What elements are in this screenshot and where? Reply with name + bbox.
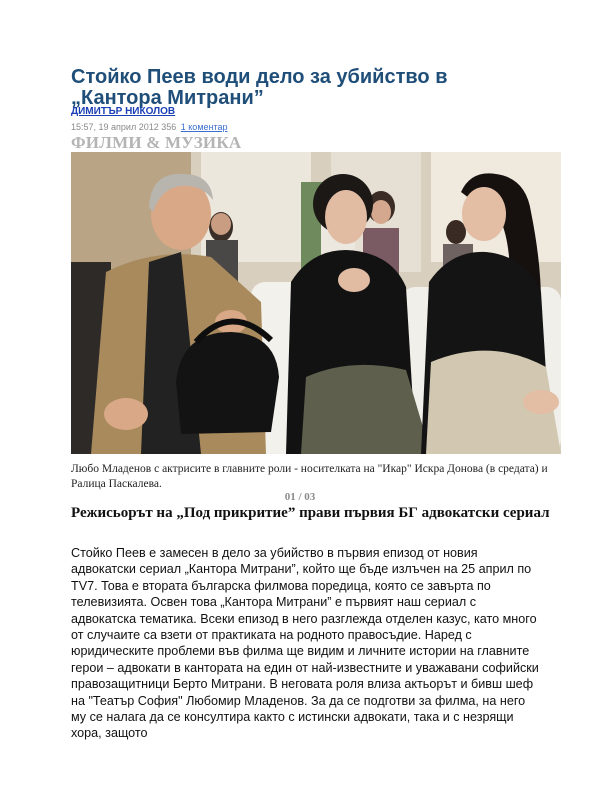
woman-right-hand: [523, 390, 559, 414]
author-link[interactable]: ДИМИТЪР НИКОЛОВ: [71, 106, 176, 117]
comments-link[interactable]: 1 коментар: [180, 122, 228, 132]
audience-face: [371, 200, 391, 224]
photo-caption: Любо Младенов с актрисите в главните роли - носителката на "Икар" Искра Донова (в средата) и Ралица Паскалева.: [71, 463, 548, 490]
bag: [176, 332, 279, 434]
photo-illustration: [71, 152, 561, 454]
article-subtitle: Режисьорът на „Под прикритие” прави първия БГ адвокатски сериал: [71, 505, 550, 521]
photo-counter: 01 / 03: [284, 491, 316, 503]
publish-time: 15:57, 19 април 2012 356: [71, 122, 177, 132]
audience-face: [211, 213, 231, 235]
audience-head: [446, 220, 466, 244]
woman-center-face: [325, 190, 367, 244]
article-meta: [71, 122, 228, 132]
article-title: Стойко Пеев води дело за убийство в „Кантора Митрани”: [71, 66, 448, 109]
article-body: Стойко Пеев е замесен в дело за убийство в първия епизод от новия адвокатски сериал „Кантора Митрани”, който ще бъде излъчен на 25 април по TV7. Това е втората българска филмова поредица, която се завърта по телевизията. Освен това „Кантора Митрани” е първият наш сериал с адвокатска тематика. Всеки епизод в него разглежда отделен казус, като много от случаите са взети от практиката на родното правосъдие. Наред с юридическите проблеми във филма ще видим и личните истории на главните герои – адвокати в кантората на един от най-известните и уважавани софийски правозащитници Берто Митрани. В неговата роля влиза актьорът и бивш шеф на "Театър София" Любомир Младенов. За да се подготви за филма, на него му се налага да се консултира както с истински адвокати, така и с незрящи хора, защото: [71, 546, 539, 741]
article-photo[interactable]: [71, 152, 561, 454]
woman-center-hand: [338, 268, 370, 292]
woman-right-face: [462, 187, 506, 241]
section-label: ФИЛМИ & МУЗИКА: [71, 133, 242, 152]
man-hand: [104, 398, 148, 430]
